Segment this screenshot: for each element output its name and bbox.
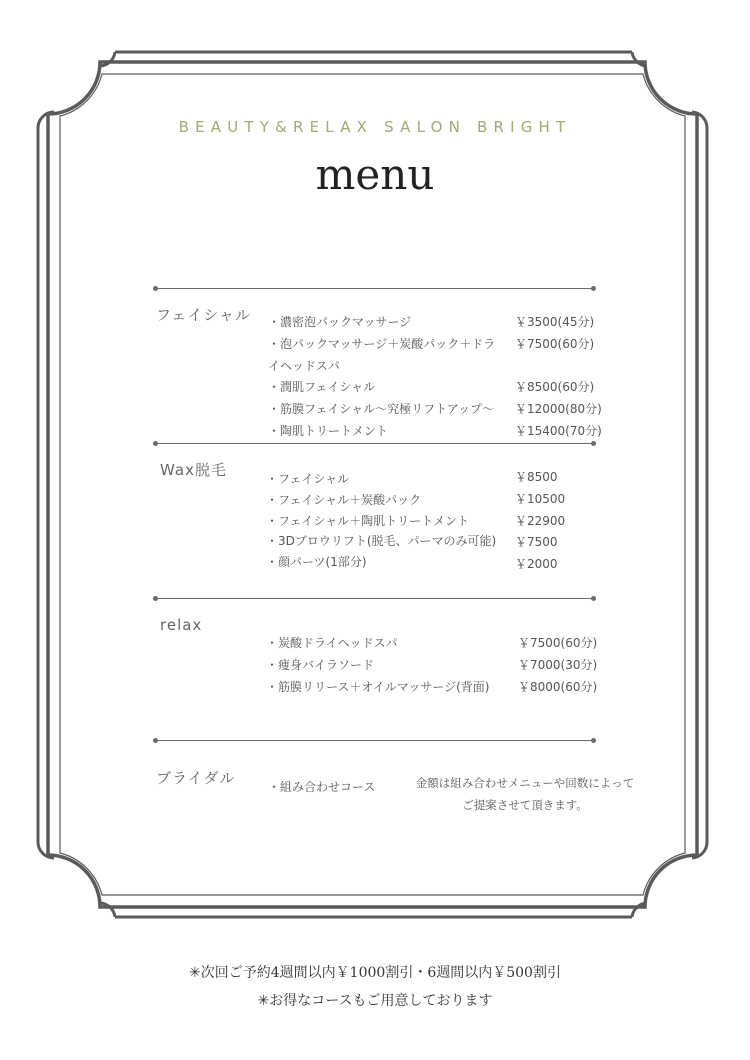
divider-dot	[591, 738, 596, 743]
menu-item: ・3Dブロウリフト(脱毛、パーマのみ可能)	[266, 534, 497, 548]
menu-price: ￥8500	[515, 470, 558, 484]
menu-item: ・組み合わせコース	[268, 780, 376, 794]
divider-rule	[156, 740, 594, 741]
divider-dot	[153, 286, 158, 291]
divider-rule	[156, 598, 594, 599]
menu-price: ￥2000	[515, 557, 558, 571]
bridal-note-line: 金額は組み合わせメニューや回数によって	[415, 776, 635, 790]
section-title-bridal: ブライダル	[156, 769, 236, 787]
bridal-note-line: ご提案させて頂きます。	[462, 798, 588, 812]
menu-price: ￥10500	[515, 492, 566, 506]
menu-item: ・フェイシャル＋陶肌トリートメント	[266, 514, 470, 528]
menu-price: ￥7000(30分)	[518, 658, 598, 672]
menu-price: ￥22900	[515, 514, 566, 528]
footer-note: ✳︎次回ご予約4週間以内￥1000割引・6週間以内￥500割引	[189, 965, 561, 981]
menu-item-continuation: イヘッドスパ	[268, 359, 340, 373]
menu-price: ￥7500(60分)	[515, 337, 595, 351]
menu-item: ・フェイシャル＋炭酸パック	[266, 493, 422, 507]
divider-dot	[591, 596, 596, 601]
menu-item: ・潤肌フェイシャル	[268, 380, 376, 394]
menu-price: ￥12000(80分)	[515, 402, 602, 416]
menu-item: ・顔パーツ(1部分)	[266, 555, 367, 569]
menu-price: ￥7500(60分)	[518, 636, 598, 650]
divider-dot	[153, 596, 158, 601]
footer-note: ✳︎お得なコースもご用意しております	[257, 993, 493, 1009]
menu-item: ・炭酸ドライヘッドスパ	[266, 636, 398, 650]
menu-item: ・筋膜リリース＋オイルマッサージ(背面)	[266, 680, 490, 694]
divider-rule	[156, 443, 594, 444]
menu-item: ・痩身バイラソード	[266, 658, 375, 672]
divider-dot	[591, 286, 596, 291]
menu-price: ￥7500	[515, 535, 558, 549]
bridal-note	[395, 772, 655, 816]
divider-dot	[153, 738, 158, 743]
divider-dot	[153, 441, 158, 446]
menu-item: ・濃密泡パックマッサージ	[268, 315, 412, 329]
menu-item: ・フェイシャル	[266, 472, 350, 486]
menu-price: ￥8500(60分)	[515, 380, 595, 394]
menu-price: ￥15400(70分)	[515, 424, 602, 438]
divider-rule	[156, 288, 594, 289]
menu-price: ￥3500(45分)	[515, 315, 595, 329]
section-title-wax: Wax脱毛	[160, 461, 227, 479]
menu-price: ￥8000(60分)	[518, 680, 598, 694]
section-title-facial: フェイシャル	[156, 306, 251, 324]
section-title-relax: relax	[160, 616, 203, 634]
menu-item: ・陶肌トリートメント	[268, 424, 388, 438]
brand-name: BEAUTY&RELAX SALON BRIGHT	[178, 118, 572, 136]
page-title: menu	[315, 150, 435, 199]
divider-dot	[591, 441, 596, 446]
menu-item: ・筋膜フェイシャル〜究極リフトアップ〜	[268, 402, 494, 416]
menu-item: ・泡パックマッサージ＋炭酸パック＋ドラ	[268, 337, 496, 351]
